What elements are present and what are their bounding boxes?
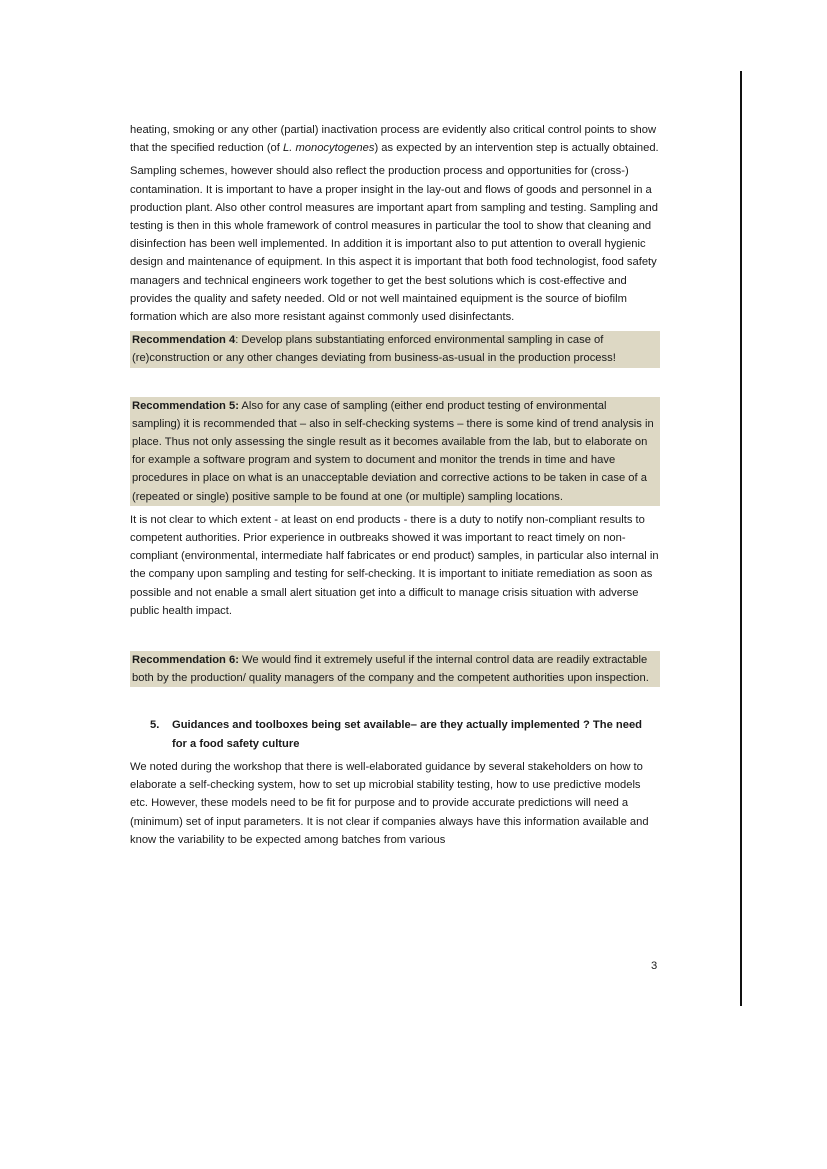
section-title: Guidances and toolboxes being set available– are they actually implemented ? The need for a food safety culture — [172, 719, 643, 750]
recommendation-label: Recommendation 6: — [132, 654, 239, 667]
section-number: 5. — [150, 719, 160, 732]
document-body — [130, 121, 660, 854]
recommendation-text: : Develop plans substantiating enforced environmental sampling in case of (re)construction or any other changes deviating from business-as-usual in the production process! — [132, 334, 616, 365]
recommendation-5-box — [130, 397, 660, 506]
recommendation-text: We would find it extremely useful if the internal control data are readily extractable both by the production/ quality managers of the company and the competent authorities upon inspection. — [132, 654, 649, 685]
paragraph-notification-duty: It is not clear to which extent - at least on end products - there is a duty to notify non-compliant results to competent authorities. Prior experience in outbreaks showed it was important to react timely on non-compliant (environmental, intermediate half fabricates or end product) samples, in particular also internal in the company upon sampling and testing for self-checking. It is important to initiate remediation as soon as possible and not enable a small alert situation get into a difficult to manage crisis situation with adverse public health impact. — [130, 513, 659, 617]
recommendation-6-box — [130, 651, 660, 687]
section-heading — [130, 716, 660, 752]
page-number: 3 — [651, 960, 658, 972]
page-margin-rule — [740, 71, 742, 1006]
recommendation-label: Recommendation 4 — [132, 334, 236, 347]
recommendation-label: Recommendation 5: — [132, 399, 239, 412]
paragraph-inactivation — [130, 121, 660, 157]
species-name: L. monocytogenes — [283, 142, 375, 155]
paragraph-workshop-guidance: We noted during the workshop that there is well-elaborated guidance by several stakeholders on how to elaborate a self-checking system, how to set up microbial stability testing, how to use predictive models etc. However, these models need to be fit for purpose and to provide accurate predictions will need a (minimum) set of input parameters. It is not clear if companies always have this information available and know the variability to be expected among batches from various — [130, 760, 649, 846]
recommendation-4-box — [130, 331, 660, 367]
paragraph-sampling-schemes: Sampling schemes, however should also reflect the production process and opportunities for (cross-) contamination. It is important to have a proper insight in the lay-out and flows of goods and personnel in a production plant. Also other control measures are important apart from sampling and testing. Sampling and testing is then in this whole framework of control measures in particular the tool to show that cleaning and disinfection has been well implemented. In addition it is important also to put attention to overall hygienic design and maintenance of equipment. In this aspect it is important that both food technologist, food safety managers and technical engineers work together to get the best solutions which is cost-effective and provides the quality and safety needed. Old or not well maintained equipment is the source of biofilm formation which are also more resistant against commonly used disinfectants. — [130, 165, 658, 324]
recommendation-text: Also for any case of sampling (either end product testing of environmental sampling) it is recommended that – also in self-checking systems – there is some kind of trend analysis in place. Thus not only assessing the single result as it becomes available from the lab, but to elaborate on for example a software program and system to document and monitor the trends in time and have procedures in place on what is an unacceptable deviation and corrective actions to be taken in case of a (repeated or single) positive sample to be found at one (or multiple) sampling locations. — [132, 399, 654, 503]
paragraph-text: ) as expected by an intervention step is actually obtained. — [374, 142, 659, 155]
paragraph-text: heating, smoking or any other (partial) inactivation process are evidently also critical control points to show that the specified reduction (of — [130, 124, 657, 155]
